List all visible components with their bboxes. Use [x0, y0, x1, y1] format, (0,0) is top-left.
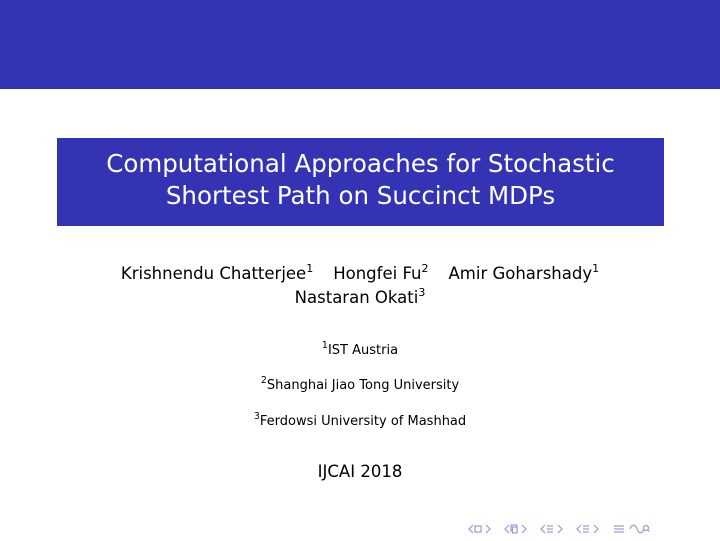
nav-document-forward-icon[interactable] [592, 523, 606, 535]
affiliation-sjtu [0, 377, 720, 395]
affiliation-ist [0, 342, 720, 360]
nav-group-tools [612, 523, 642, 535]
author-chatterjee [121, 262, 313, 286]
author-list [0, 262, 720, 310]
venue: IJCAI 2018 [317, 462, 403, 481]
author-fu [333, 262, 428, 286]
nav-group-document [576, 523, 606, 535]
affiliation-mark: 3 [253, 411, 260, 422]
author-name: Amir Goharshady [448, 264, 593, 283]
nav-document-back-icon[interactable] [576, 523, 590, 535]
nav-group-subsection [504, 523, 534, 535]
title-line-2: Shortest Path on Succinct MDPs [165, 181, 556, 210]
author-name: Krishnendu Chatterjee [120, 264, 307, 283]
author-okati [295, 286, 426, 310]
nav-group-section [540, 523, 570, 535]
title-block [57, 138, 664, 226]
affiliation-mark: 1 [306, 262, 314, 275]
nav-section-back-icon[interactable] [540, 523, 554, 535]
nav-align-icon[interactable] [612, 523, 626, 535]
nav-first-icon[interactable] [468, 523, 482, 535]
affiliation-mark: 1 [321, 340, 328, 351]
affiliation-mark: 3 [418, 286, 426, 299]
author-name: Hongfei Fu [333, 264, 422, 283]
affiliation-name: Ferdowsi University of Mashhad [259, 414, 467, 429]
author-row-2 [0, 286, 720, 310]
author-goharshady [449, 262, 600, 286]
title-line-1: Computational Approaches for Stochastic [106, 149, 615, 178]
affiliation-ferdowsi [0, 413, 720, 431]
nav-section-forward-icon[interactable] [556, 523, 570, 535]
affiliation-mark: 2 [260, 375, 267, 386]
nav-search-icon[interactable] [628, 523, 642, 535]
affiliation-name: Shanghai Jiao Tong University [266, 378, 460, 393]
author-name: Nastaran Okati [294, 288, 419, 307]
nav-group-frame [468, 523, 498, 535]
affiliation-name: IST Austria [327, 343, 399, 358]
nav-frame-back-icon[interactable] [504, 523, 518, 535]
nav-frame-forward-icon[interactable] [484, 523, 498, 535]
author-row-1 [0, 262, 720, 286]
header-bar [0, 0, 720, 89]
nav-subsection-forward-icon[interactable] [520, 523, 534, 535]
navigation-bar [468, 522, 642, 536]
affiliation-mark: 2 [421, 262, 429, 275]
affiliation-mark: 1 [592, 262, 600, 275]
